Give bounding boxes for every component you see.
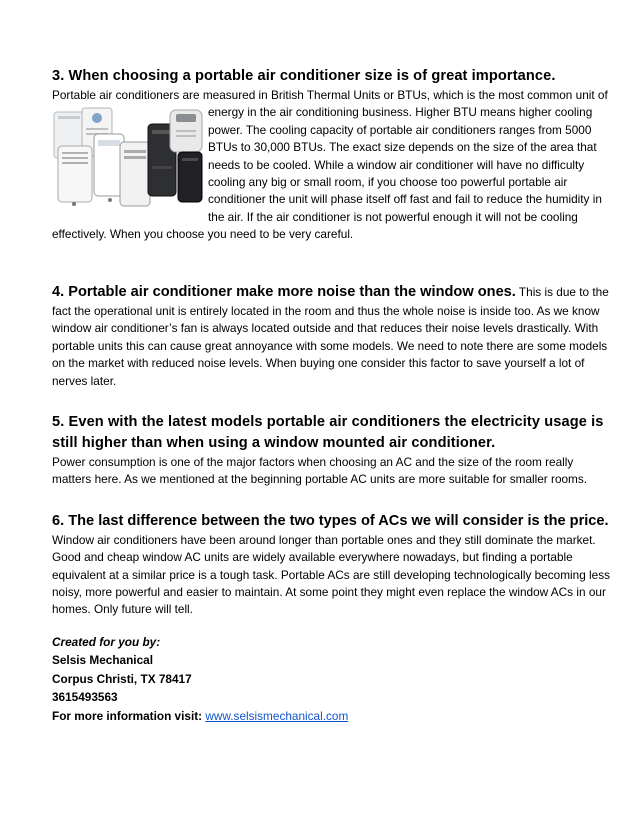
company-phone: 3615493563: [52, 690, 118, 705]
document-page: [52, 66, 612, 725]
section-5-text: Power consumption is one of the major factors when choosing an AC and the size of the room really matters here. As we mentioned at the beginning portable AC units are more suitable for smaller rooms.: [52, 455, 588, 487]
section-3-text-lead: Portable air conditioners are measured in British Thermal Units or BTUs, which is the most: [52, 88, 528, 102]
created-for-label: Created for you by:: [52, 634, 161, 649]
section-4: [52, 282, 612, 390]
section-3-text-rest: common unit of energy in the air conditioning business. Higher BTU means higher cooling power. The cooling capacity of portable air conditioners ranges from 5000 BTUs to 30,000 BTUs. The exact size depends on the size of the area that needs to be cooled. While a window air conditioner will have no difficulty cooling any big or small room, if you choose too powerful portable air conditioner the unit will phase itself off fast and fail to reduce the humidity in the air. If the air conditioner is not powerful enough it will not be cooling effectively. When you choose you need to be very careful.: [52, 88, 608, 242]
section-6-paragraph: [52, 511, 612, 619]
section-5: [52, 412, 612, 489]
section-5-heading: 5. Even with the latest models portable air conditioners the electricity usage is still higher than when using a window mounted air conditioner.: [52, 414, 604, 452]
section-6: [52, 511, 612, 619]
section-4-text: This is due to the fact the operational unit is entirely located in the room and thus the whole noise is inside too. As we know window air conditioner’s fan is always located outside and that reduces their noise levels drastically. With portable units this can cause great annoyance with some models. We need to note there are some models on the market with reduced noise levels. When buying one consider this factor to save yourself a lot of nerves later.: [52, 285, 609, 388]
portable-ac-units-illustration: [52, 106, 204, 210]
company-name: Selsis Mechanical: [52, 653, 153, 668]
website-link[interactable]: www.selsismechanical.com: [205, 708, 349, 723]
more-info-label: For more information visit:: [52, 708, 203, 723]
section-4-heading: 4. Portable air conditioner make more noise than the window ones.: [52, 284, 516, 300]
section-3-text: [52, 87, 612, 244]
section-3-heading: 3. When choosing a portable air conditioner size is of great importance.: [52, 68, 556, 84]
company-location: Corpus Christi, TX 78417: [52, 671, 192, 686]
section-6-text: Window air conditioners have been around longer than portable ones and they still dominate the market. Good and cheap window AC units are widely available everywhere nowadays, but finding a portable equivalent at a similar price is a tough task. Portable ACs are still developing technologically becoming less noisy, more powerful and easier to maintain. At some point they might even replace the window ACs in our homes. Only future will tell.: [52, 532, 611, 617]
section-6-heading: 6. The last difference between the two types of ACs we will consider is the price.: [52, 512, 609, 529]
section-3: [52, 66, 612, 262]
portable-ac-image: [52, 106, 204, 210]
contact-footer: [52, 633, 612, 726]
section-4-paragraph: [52, 282, 612, 390]
more-info-line: [52, 707, 612, 726]
